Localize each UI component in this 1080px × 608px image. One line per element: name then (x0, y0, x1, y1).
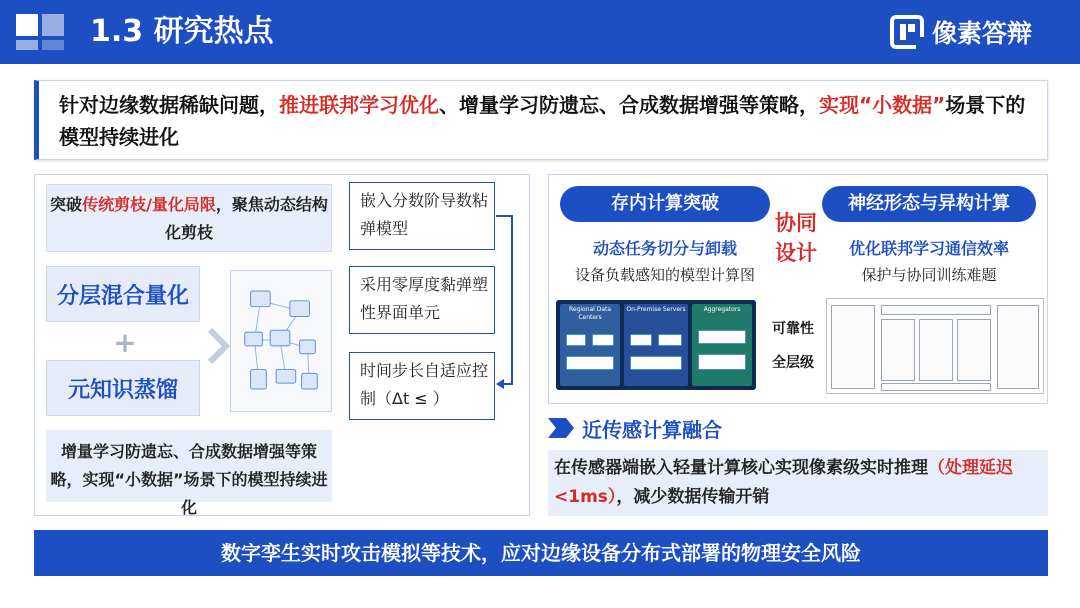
arch-column-label: Regional Data Centers (568, 306, 612, 321)
arch-block (630, 334, 652, 346)
full-layer-label: 全层级 (772, 355, 814, 371)
collab-training-label: 保护与协同训练难题 (861, 266, 997, 284)
fractional-model-box: 嵌入分数阶导数粘弹模型 (349, 182, 495, 250)
header-decor-square (16, 40, 38, 50)
arch-column (560, 304, 620, 386)
intro-text: 场景下的模型持续进化 (59, 93, 1026, 149)
arch-block (658, 334, 682, 346)
interface-element-box: 采用零厚度黏弹塑性界面单元 (349, 266, 495, 334)
diagram-cell (881, 305, 991, 315)
pruning-text: 突破 (50, 195, 83, 214)
header-bar (0, 0, 1080, 64)
pruning-box (46, 184, 332, 252)
system-block-diagram (826, 298, 1044, 394)
intro-text: 、增量学习防遗忘、合成数据增强等策略， (439, 93, 819, 117)
near-sensor-box (548, 450, 1048, 516)
neuromorphic-pill: 神经形态与异构计算 (822, 186, 1036, 222)
arch-block (630, 356, 682, 370)
compute-graph-label: 设备负载感知的模型计算图 (574, 266, 755, 284)
near-sensor-icon (548, 418, 574, 438)
diagram-cell (881, 383, 991, 391)
diagram-cell (919, 319, 953, 381)
intro-highlight: 实现“小数据” (819, 93, 946, 117)
incremental-learning-box: 增量学习防遗忘、合成数据增强等策略，实现“小数据”场景下的模型持续进化 (46, 430, 332, 502)
pruning-highlight: 传统剪枝/量化局限 (82, 195, 216, 214)
bracket-arrow-icon (496, 210, 526, 390)
knowledge-distillation-box: 元知识蒸馏 (46, 360, 200, 416)
federated-efficiency-label: 优化联邦学习通信效率 (848, 239, 1009, 258)
page-title: 1.3 研究热点 (90, 14, 274, 49)
near-sensor-text: 在传感器端嵌入轻量计算核心实现像素级实时推理 (554, 458, 928, 478)
near-sensor-title: 近传感计算融合 (582, 417, 722, 442)
near-sensor-highlight: （处理延迟<1ms） (554, 458, 1013, 507)
timestep-control-box: 时间步长自适应控制（Δt ≤ ） (349, 352, 495, 420)
arch-column-label: Aggregators (703, 306, 741, 313)
diagram-cell (831, 305, 875, 389)
arch-column (624, 304, 688, 386)
diagram-cell (957, 319, 991, 381)
logo-text: 像素答辩 (932, 19, 1033, 48)
mixed-quantization-box: 分层混合量化 (46, 266, 200, 322)
near-sensor-heading (548, 414, 722, 442)
brand-logo (890, 12, 1032, 52)
edge-architecture-diagram (556, 300, 756, 390)
intro-highlight: 推进联邦学习优化 (279, 93, 439, 117)
arch-block (566, 356, 614, 370)
in-memory-computing-pill: 存内计算突破 (560, 186, 770, 222)
intro-text: 针对边缘数据稀缺问题， (59, 93, 279, 117)
arch-block (698, 354, 746, 370)
plus-sign: + (113, 326, 137, 359)
task-offload-label: 动态任务切分与卸载 (592, 239, 737, 258)
pruning-text: ，聚焦动态结构化剪枝 (164, 195, 328, 242)
arch-block (698, 330, 746, 344)
reliability-label: 可靠性 (772, 321, 814, 337)
header-decor-square (42, 14, 64, 36)
arch-block (566, 334, 586, 346)
header-decor-square (16, 14, 38, 36)
intro-callout (34, 80, 1048, 160)
arch-column (692, 304, 752, 386)
diagram-cell (881, 319, 915, 381)
network-diagram-icon (230, 270, 332, 412)
arch-column-label: On-Premise Servers (626, 306, 686, 313)
arch-block (592, 334, 614, 346)
header-decor-square (42, 40, 64, 50)
collab-design-label: 协同设计 (775, 211, 817, 265)
logo-icon (890, 15, 924, 49)
diagram-cell (997, 305, 1039, 389)
footer-banner: 数字孪生实时攻击模拟等技术，应对边缘设备分布式部署的物理安全风险 (34, 530, 1048, 576)
near-sensor-text: ，减少数据传输开销 (616, 487, 770, 507)
